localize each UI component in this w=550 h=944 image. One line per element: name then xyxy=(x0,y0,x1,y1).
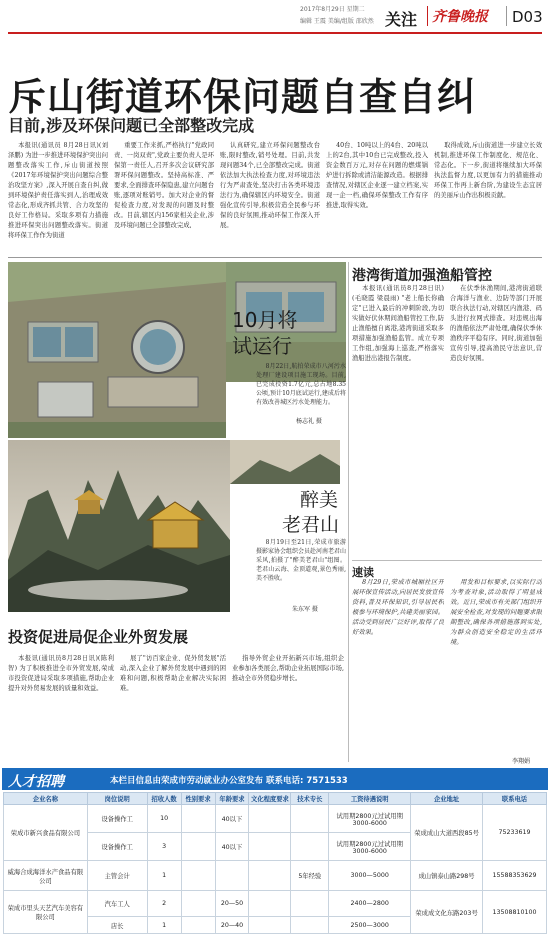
section-rule xyxy=(352,560,542,561)
salary-cell: 3000—5000 xyxy=(329,861,411,891)
story3-title: 港湾街道加强渔船管控 xyxy=(352,268,492,284)
skill-cell xyxy=(291,917,329,934)
table-header-row xyxy=(4,793,547,805)
column-rule xyxy=(348,262,349,762)
page-number: D03 xyxy=(512,8,543,26)
paper-logo: 齐鲁晚报 xyxy=(432,9,488,25)
section-rule xyxy=(8,257,542,258)
editors-line: 编辑 王震 美编/组版 邵欣然 xyxy=(300,18,374,25)
gender-cell xyxy=(181,891,215,917)
lead-column-4: 40台、10吨以上的4台、20吨以上的2台,其中10台已完成整改,投入资金数百万元,对存在问题的燃煤锅炉进行拆除或清洁能源改造。根据排查情况,对辖区企业逐一建立档案,实现一企一档,确保环保整改工作有序推进,取得实效。 xyxy=(326,142,428,209)
column-header: 性别要求 xyxy=(181,793,215,805)
story1-title-line2: 试运行 xyxy=(232,334,292,358)
column-header: 年龄要求 xyxy=(215,793,249,805)
count-cell: 3 xyxy=(147,833,181,861)
laojunshan-photo xyxy=(8,440,230,612)
count-cell: 1 xyxy=(147,861,181,891)
story2-byline: 朱东军 摄 xyxy=(292,606,318,613)
job-cell: 设备操作工 xyxy=(87,805,147,833)
story5-column-3: 指导外贸企业开拓新兴市场,组织企业参加各类展会,帮助企业拓展国际市场,推动全市外贸稳步增长。 xyxy=(232,655,344,682)
count-cell: 1 xyxy=(147,917,181,934)
skill-cell: 5年经验 xyxy=(291,861,329,891)
skill-cell xyxy=(291,805,329,833)
column-header: 技术专长 xyxy=(291,793,329,805)
story5-title: 投资促进局促企业外贸发展 xyxy=(8,628,189,646)
skill-cell xyxy=(291,891,329,917)
table-row xyxy=(4,861,547,891)
story5-column-1: 本报讯(通讯员8月28日讯)(陈利智) 为了积极推进全市外贸发展,荣成市投资促进局采取多项措施,帮助企业提升对外贸易发展的质量和效益。 xyxy=(8,655,114,692)
story1-byline: 杨志礼 摄 xyxy=(296,418,322,425)
phone-cell: 75233619 xyxy=(482,805,546,861)
job-cell: 店长 xyxy=(87,917,147,934)
age-cell: 40以下 xyxy=(215,833,249,861)
job-cell: 主管会计 xyxy=(87,861,147,891)
gender-cell xyxy=(181,805,215,833)
phone-cell: 13508810100 xyxy=(482,891,546,934)
construction-photo xyxy=(8,262,226,438)
salary-cell: 2400—2800 xyxy=(329,891,411,917)
ad-logo: 人才招聘 xyxy=(8,774,64,790)
age-cell: 20—40 xyxy=(215,917,249,934)
age-cell xyxy=(215,861,249,891)
column-header: 企业名称 xyxy=(4,793,88,805)
story2-caption: 8月19日至21日,荣成市旅游摄影家协会组织会员赴河南老君山采风,拍摄了"醉美老君山"组图。老君山云海、金顶道观,景色秀丽,美不胜收。 xyxy=(256,539,346,582)
table-row xyxy=(4,805,547,833)
address-cell: 荣成成山大道西段85号 xyxy=(411,805,483,861)
company-cell: 荣成市新兴食品有限公司 xyxy=(4,805,88,861)
story2-title-line1: 醉美 xyxy=(300,489,339,511)
story1-caption: 8月22日,航拍荣成市八河污水处理厂建设项目施工现场。目前,已完成投资1.7亿元,总占地8.35公顷,预计10月底试运行,建成后将有效改善城区污水处理能力。 xyxy=(256,363,346,406)
story5-column-2: 展了"访百家企业、促外贸发展"活动,深入企业了解外贸发展中遇到的困难和问题,积极帮助企业解决实际困难。 xyxy=(120,655,226,692)
phone-cell: 15588353629 xyxy=(482,861,546,891)
education-cell xyxy=(249,805,291,833)
story4-byline: 李翔娟 xyxy=(512,758,531,765)
salary-cell: 试用期2800元过试用期3000-6000 xyxy=(329,833,411,861)
lead-column-2: 重要工作来抓,严格执行"党政同责、一岗双责",党政主要负责人是环保第一责任人,召开多次会议研究部署环保问题整改。坚持高标准、严要求,全面排查环保隐患,建立问题台账,逐项对账销号。加大对企业的督促检查力度,对发现的问题及时整改。目前,辖区内156家相关企业,涉及环境问题已全部整改完成, xyxy=(114,142,214,229)
column-header: 文化程度要求 xyxy=(249,793,291,805)
column-header: 招收人数 xyxy=(147,793,181,805)
lead-column-3: 认真研究,建立环保问题整改台账,限时整改,销号处理。目前,共发现问题34个,已全部整改完成。街道依法加大执法检查力度,对环境违法行为严肃查处,坚决打击各类环境违法行为,确保辖区内环境安全。街道强化宣传引导,积极营造全民参与环保的良好氛围,推动环保工作深入开展。 xyxy=(220,142,320,229)
issue-date: 2017年8月29日 星期二 xyxy=(300,6,365,13)
header-divider xyxy=(506,6,507,26)
gender-cell xyxy=(181,861,215,891)
headline: 斥山街道环保问题自查自纠 xyxy=(8,74,477,119)
job-cell: 设备操作工 xyxy=(87,833,147,861)
column-header: 工资待遇说明 xyxy=(329,793,411,805)
story4-title: 速读 xyxy=(352,566,374,579)
column-header: 联系电话 xyxy=(482,793,546,805)
company-cell: 荣成市里头天艺汽车美容有限公司 xyxy=(4,891,88,934)
age-cell: 40以下 xyxy=(215,805,249,833)
ad-banner-text: 本栏目信息由荣成市劳动就业办公室发布 联系电话: 7571533 xyxy=(110,776,348,786)
story4-column-1: 8月29日,荣成市城厢社区开展环保宣传活动,向居民发放宣传资料,普及环保知识,引导居民积极参与环境保护,共建美丽家园。活动受到居民广泛好评,取得了良好效果。 xyxy=(352,579,444,636)
education-cell xyxy=(249,917,291,934)
lead-column-1: 本报讯(通讯员 8月28日讯)(刘泽鹏) 为进一步推进环境保护突出问题整改落实工作,斥山街道按照《2017年环境保护突出问题综合整治攻坚方案》,深入开展自查自纠,做到环境保护责任落实到人,治理成效常态化,形成齐抓共管、合力攻坚的良好工作格局。采取多项有力措施推进环保突出问题整改落实。街道将环保工作作为街道 xyxy=(8,142,108,239)
job-cell: 汽车工人 xyxy=(87,891,147,917)
gender-cell xyxy=(181,917,215,934)
header-divider xyxy=(427,6,428,26)
story2-title-line2: 老君山 xyxy=(282,514,340,536)
company-cell: 威海合成海洋水产食品有限公司 xyxy=(4,861,88,891)
jobs-table xyxy=(3,792,547,934)
story1-title-line1: 10月将 xyxy=(232,308,298,332)
skill-cell xyxy=(291,833,329,861)
address-cell: 荣成成文化东路203号 xyxy=(411,891,483,934)
laojunshan-photo-side xyxy=(230,440,340,484)
count-cell: 2 xyxy=(147,891,181,917)
gender-cell xyxy=(181,833,215,861)
story4-column-2: 用发和目标要求,以实际行动为考查对象,活动取得了明显成效。近日,荣成市有关部门组织开展安全检查,对发现的问题要求限期整改,确保各项措施落到实处,为群众创造安全稳定的生活环境。 xyxy=(450,579,542,646)
story3-column-1: 本报讯(通讯员8月28日讯)(毛晓霞 梁晨雨) "老上船长你确定"已进入最后的冲刺阶段,为切实做好伏休期间渔船管控工作,防止渔船擅自离港,港湾街道采取多项措施加强渔船监管。成立专项工作组,加强海上巡查,严格落实渔船进出港报告制度。 xyxy=(352,285,444,362)
section-name: 关注 xyxy=(385,10,418,29)
education-cell xyxy=(249,833,291,861)
education-cell xyxy=(249,861,291,891)
column-header: 企业地址 xyxy=(411,793,483,805)
age-cell: 20—50 xyxy=(215,891,249,917)
salary-cell: 2500—3000 xyxy=(329,917,411,934)
column-header: 岗位说明 xyxy=(87,793,147,805)
subheadline: 目前,涉及环保问题已全部整改完成 xyxy=(8,116,255,135)
address-cell: 成山镇泰山路298号 xyxy=(411,861,483,891)
salary-cell: 试用期2800元过试用期3000-6000 xyxy=(329,805,411,833)
count-cell: 10 xyxy=(147,805,181,833)
lead-column-5: 取得成效,斥山街道进一步建立长效机制,推进环保工作制度化、规范化、常态化。下一步,街道将继续加大环保执法监督力度,以更加有力的措施推动环保工作再上新台阶,为建设生态宜居的美丽斥山作出积极贡献。 xyxy=(434,142,542,199)
education-cell xyxy=(249,891,291,917)
table-row xyxy=(4,891,547,917)
story3-column-2: 在伏季休渔期间,港湾街道联合海洋与渔业、边防等部门开展联合执法行动,对辖区内渔港、码头进行拉网式排查。对违规出海的渔船依法严肃处理,确保伏季休渔秩序平稳有序。同时,街道加强宣传引导,提高渔民守法意识,营造良好氛围。 xyxy=(450,285,542,362)
header-rule xyxy=(8,32,542,34)
